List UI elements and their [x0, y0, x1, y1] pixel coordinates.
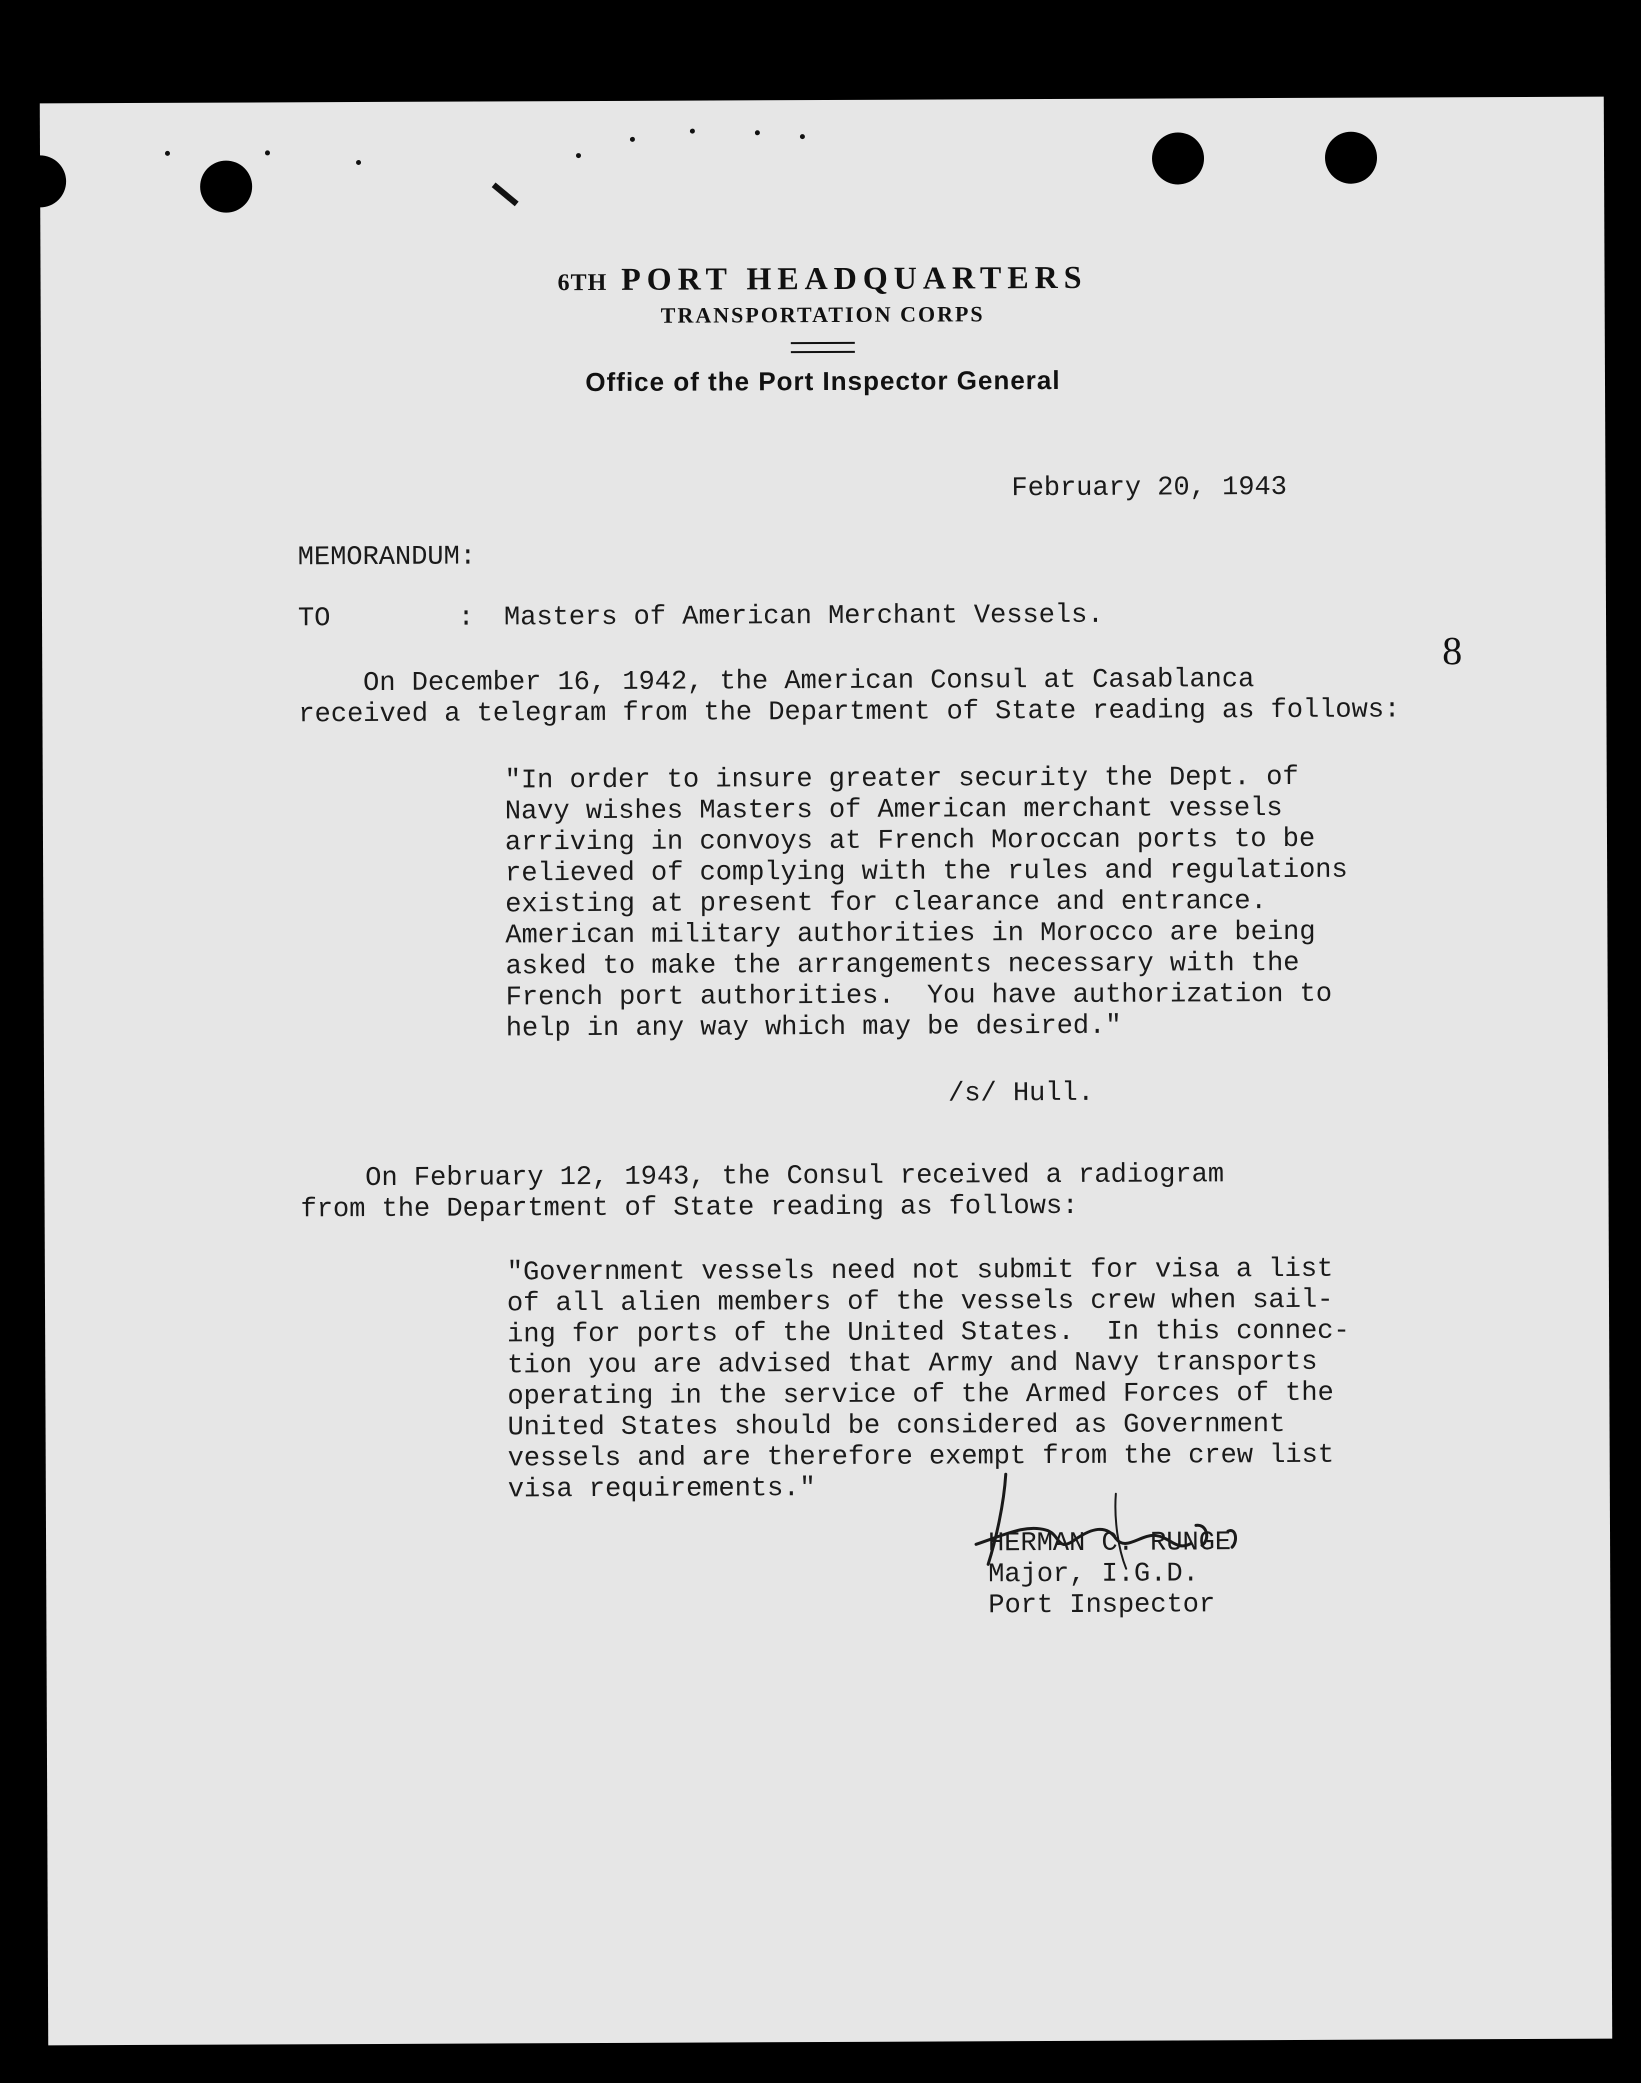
- to-colon: :: [457, 603, 475, 634]
- punch-hole-right-b: [1325, 132, 1377, 184]
- to-label: TO: [297, 604, 331, 635]
- signature-block: HERMAN C. RUNGE Major, I.G.D. Port Inspector: [988, 1528, 1232, 1622]
- quoted-telegram: "In order to insure greater security the Dept. of Navy wishes Masters of American merchant vessels arriving in convoys at French Moroccan ports to be relieved of complying with the rules and regulations existing at present for clearance and entrance. American military authorities in Morocco are being asked to make the arrangements necessary with the French port authorities. You have authorization to help in any way which may be desired.": [504, 762, 1348, 1045]
- speck: [630, 137, 635, 142]
- paper-mark: [492, 182, 519, 206]
- punch-hole-left: [200, 160, 252, 212]
- memo-date: February 20, 1943: [1011, 472, 1287, 505]
- letterhead-divider: [791, 342, 855, 353]
- letterhead-title-main: PORT HEADQUARTERS: [621, 258, 1088, 297]
- speck: [356, 160, 361, 165]
- speck: [265, 150, 270, 155]
- letterhead-title: [40, 257, 1604, 301]
- speck: [800, 134, 805, 139]
- letterhead-title-prefix: 6TH: [557, 269, 608, 297]
- document-page: [40, 97, 1612, 2046]
- page-number: 8: [1442, 628, 1463, 674]
- quoted-radiogram: "Government vessels need not submit for visa a list of all alien members of the vessels crew when sail- ing for ports of the United States. In this connec- tion you are advised that Army and Navy transports operating in the service of the Armed Forces of the United States should be considered as Government vessels and are therefore exempt from the crew list visa requirements.": [506, 1254, 1350, 1506]
- punch-hole-right-a: [1152, 132, 1204, 184]
- letterhead-subtitle: TRANSPORTATION CORPS: [660, 301, 985, 328]
- speck: [755, 130, 760, 135]
- speck: [165, 151, 170, 156]
- telegram-signature: /s/ Hull.: [948, 1078, 1094, 1110]
- letterhead-office: Office of the Port Inspector General: [585, 364, 1061, 398]
- memo-label: MEMORANDUM:: [297, 542, 477, 574]
- speck: [576, 153, 581, 158]
- paragraph-1: On December 16, 1942, the American Consul at Casablanca received a telegram from the Department of State reading as follows:: [298, 665, 1401, 731]
- to-recipients: Masters of American Merchant Vessels.: [503, 600, 1104, 634]
- punch-hole-edge: [14, 155, 66, 207]
- paragraph-2: On February 12, 1943, the Consul received a radiogram from the Department of State reading as follows:: [300, 1160, 1225, 1226]
- speck: [690, 129, 695, 134]
